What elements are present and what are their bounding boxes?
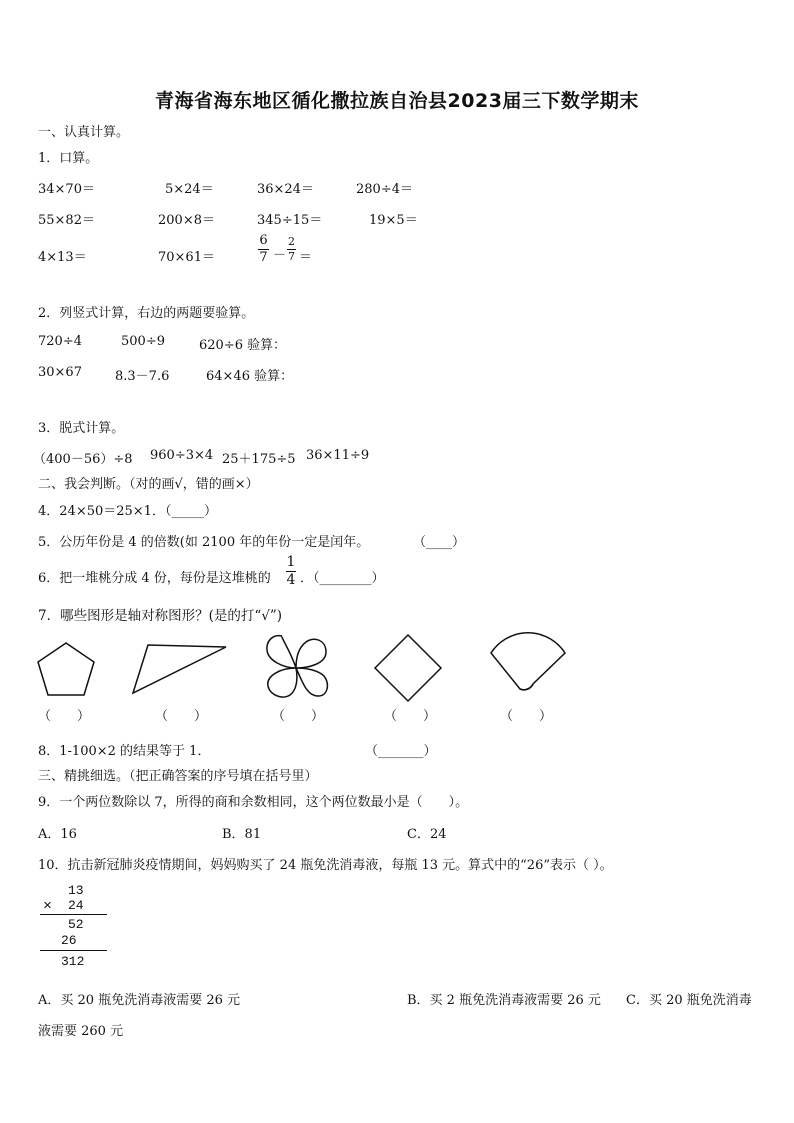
question-4: 4．24×50＝25×1．（_____） — [38, 504, 217, 519]
q9-option-b: B．81 — [222, 827, 262, 842]
section-heading-2: 二、我会判断。（对的画√，错的画×） — [38, 477, 259, 492]
question-1-label: 1．口算。 — [38, 151, 99, 166]
step-calc-item: 960÷3×4 — [150, 448, 214, 463]
step-calc-item: （400－56）÷8 — [33, 452, 133, 467]
minus-sign: － — [273, 248, 287, 263]
q10-option-a: A．买 20 瓶免洗消毒液需要 26 元 — [38, 993, 241, 1008]
fan-shape — [491, 633, 565, 690]
question-6-text: 6．把一堆桃分成 4 份，每份是这堆桃的 — [38, 571, 271, 586]
q9-option-a: A．16 — [38, 827, 77, 842]
oral-calc-item: 70×61＝ — [158, 250, 215, 265]
vertical-calc-item: 30×67 — [38, 365, 82, 380]
question-8: 8．1-100×2 的结果等于 1． — [38, 744, 211, 759]
calc-partial-2: 26 — [61, 933, 77, 948]
question-5: 5．公历年份是 4 的倍数(如 2100 年的年份一定是闰年。 — [38, 535, 370, 550]
oral-calc-item: 19×5＝ — [369, 213, 418, 228]
oral-calc-item: 345÷15＝ — [257, 213, 323, 228]
fraction-two-sevenths: 2 7 — [288, 235, 295, 263]
question-7: 7．哪些图形是轴对称图形？(是的打“√”) — [38, 608, 283, 624]
question-2-label: 2．列竖式计算，右边的两题要验算。 — [38, 306, 255, 321]
question-10: 10．抗击新冠肺炎疫情期间，妈妈购买了 24 瓶免洗消毒液，每瓶 13 元。算式中的“26”表示（ ）。 — [38, 858, 613, 873]
shape-answer-blank: （ ） — [384, 709, 437, 724]
calc-line — [40, 950, 107, 951]
shape-answer-blank: （ ） — [272, 709, 325, 724]
oral-calc-item: 55×82＝ — [38, 213, 95, 228]
question-6-blank: ．（________） — [300, 571, 385, 586]
fraction-one-quarter: 1 4 — [286, 554, 296, 588]
shape-answer-blank: （ ） — [155, 709, 208, 724]
q10-option-c: C．买 20 瓶免洗消毒 — [626, 993, 752, 1008]
calc-line — [40, 914, 107, 915]
oral-calc-item: 4×13＝ — [38, 250, 87, 265]
step-calc-item: 25＋175÷5 — [222, 452, 296, 467]
q9-option-c: C．24 — [407, 827, 447, 842]
oral-calc-item: 200×8＝ — [158, 213, 215, 228]
question-8-blank: （_______） — [365, 744, 437, 759]
question-3-label: 3．脱式计算。 — [38, 421, 125, 436]
calc-multiplicand: 13 — [68, 883, 84, 898]
vertical-calc-item: 500÷9 — [121, 334, 165, 349]
step-calc-item: 36×11÷9 — [306, 448, 370, 463]
equals-sign: ＝ — [299, 250, 313, 265]
vertical-calc-item: 720÷4 — [38, 334, 82, 349]
fraction-six-sevenths: 6 7 — [259, 233, 268, 265]
page-title: 青海省海东地区循化撒拉族自治县2023届三下数学期末 — [155, 90, 639, 112]
vertical-calc-item: 620÷6 验算： — [199, 338, 287, 353]
shape-answer-blank: （ ） — [500, 709, 553, 724]
oral-calc-item: 36×24＝ — [257, 182, 314, 197]
calc-result: 312 — [61, 954, 85, 969]
question-5-blank: （____） — [413, 535, 466, 550]
triangle-shape — [133, 645, 226, 693]
pentagon-shape — [38, 643, 94, 695]
shape-answer-blank: （ ） — [38, 709, 91, 724]
section-heading-3: 三、精挑细选。（把正确答案的序号填在括号里） — [38, 769, 318, 784]
oral-calc-item: 280÷4＝ — [356, 182, 413, 197]
diamond-shape — [375, 635, 441, 701]
oral-calc-item: 34×70＝ — [38, 182, 95, 197]
calc-multiplier: 24 — [68, 898, 84, 913]
section-heading-1: 一、认真计算。 — [38, 125, 130, 140]
q10-option-c-continued: 液需要 260 元 — [38, 1024, 124, 1039]
oral-calc-item: 5×24＝ — [165, 182, 214, 197]
q10-option-b: B．买 2 瓶免洗消毒液需要 26 元 — [407, 993, 601, 1008]
calc-partial-1: 52 — [68, 917, 84, 932]
vertical-calc-item: 64×46 验算： — [206, 369, 294, 384]
multiply-sign: × — [43, 898, 53, 915]
four-petal-flower-shape — [267, 636, 327, 697]
vertical-calc-item: 8.3－7.6 — [115, 369, 170, 384]
question-9: 9．一个两位数除以 7，所得的商和余数相同，这个两位数最小是（ ）。 — [38, 795, 469, 810]
